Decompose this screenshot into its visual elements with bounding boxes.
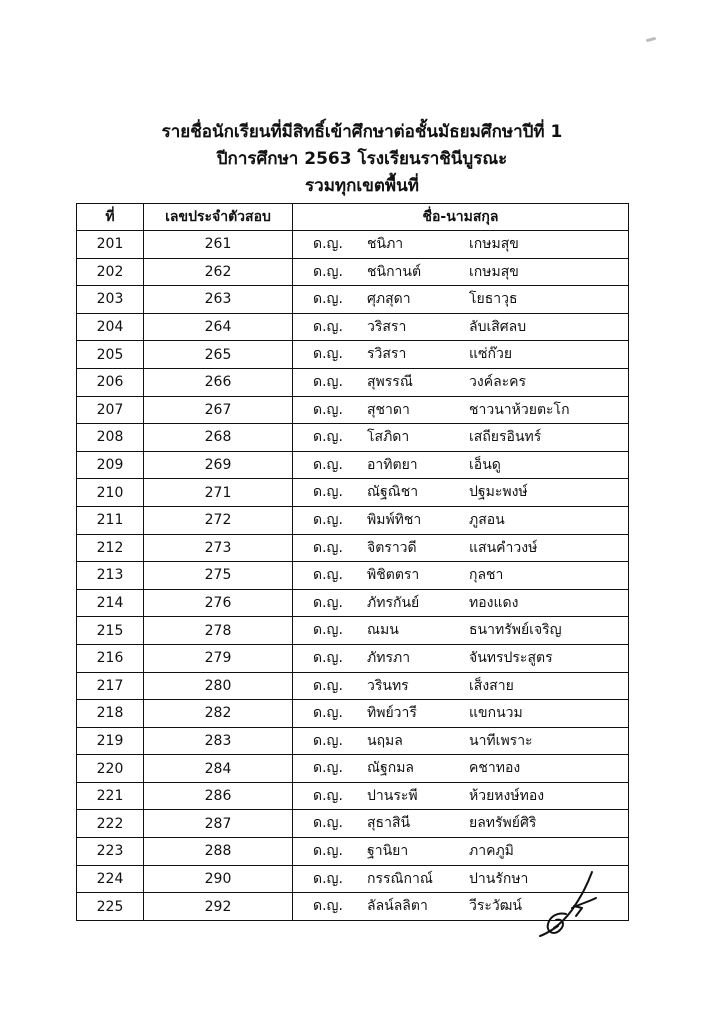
row-number: 222 bbox=[77, 810, 144, 838]
exam-id: 267 bbox=[144, 396, 293, 424]
exam-id: 276 bbox=[144, 589, 293, 617]
row-number: 202 bbox=[77, 258, 144, 286]
exam-id: 286 bbox=[144, 782, 293, 810]
full-name-cell bbox=[293, 424, 629, 452]
row-number: 223 bbox=[77, 838, 144, 866]
exam-id: 265 bbox=[144, 341, 293, 369]
table-row bbox=[77, 451, 629, 479]
table-row bbox=[77, 562, 629, 590]
first-name: วริสรา bbox=[367, 318, 407, 335]
full-name-cell bbox=[293, 782, 629, 810]
exam-id: 271 bbox=[144, 479, 293, 507]
last-name: เกษมสุข bbox=[469, 236, 519, 252]
full-name-cell bbox=[293, 727, 629, 755]
name-prefix: ด.ญ. bbox=[313, 346, 343, 363]
first-name: กรรณิกาณ์ bbox=[367, 870, 433, 887]
first-name: ศุภสุดา bbox=[367, 291, 411, 308]
table-row bbox=[77, 810, 629, 838]
full-name-cell bbox=[293, 368, 629, 396]
exam-id: 266 bbox=[144, 368, 293, 396]
last-name: วงค์ละคร bbox=[469, 373, 527, 390]
first-name: พิมพ์ทิชา bbox=[367, 511, 422, 528]
full-name-cell bbox=[293, 396, 629, 424]
row-number: 206 bbox=[77, 368, 144, 396]
first-name: ฐานิยา bbox=[367, 843, 409, 860]
first-name: รวิสรา bbox=[367, 346, 407, 363]
exam-id: 272 bbox=[144, 506, 293, 534]
name-prefix: ด.ญ. bbox=[313, 291, 343, 308]
last-name: แสนคำวงษ์ bbox=[469, 539, 538, 556]
first-name: สุธาสินี bbox=[367, 815, 411, 832]
name-prefix: ด.ญ. bbox=[313, 732, 343, 749]
page-title: รายชื่อนักเรียนที่มีสิทธิ์เข้าศึกษาต่อชั้นมัธยมศึกษาปีที่ 1 bbox=[161, 122, 563, 142]
table-row bbox=[77, 396, 629, 424]
exam-id: 284 bbox=[144, 755, 293, 783]
table-row bbox=[77, 782, 629, 810]
last-name: ลับเสิศลบ bbox=[469, 318, 527, 335]
table-row bbox=[77, 479, 629, 507]
table-row bbox=[77, 231, 629, 259]
row-number: 215 bbox=[77, 617, 144, 645]
last-name: โยธาวุธ bbox=[469, 291, 518, 308]
last-name: เส็งสาย bbox=[469, 677, 514, 694]
full-name-cell bbox=[293, 341, 629, 369]
last-name: ปฐมะพงษ์ bbox=[469, 484, 528, 501]
last-name: ธนาทรัพย์เจริญ bbox=[469, 622, 562, 639]
full-name-cell bbox=[293, 451, 629, 479]
first-name: ปานระพี bbox=[367, 787, 418, 804]
name-prefix: ด.ญ. bbox=[313, 456, 343, 473]
first-name: ภัทรกันย์ bbox=[367, 594, 420, 611]
last-name: ชาวนาห้วยตะโก bbox=[469, 401, 570, 418]
row-number: 207 bbox=[77, 396, 144, 424]
first-name: ชนิกานต์ bbox=[367, 263, 422, 280]
exam-id: 290 bbox=[144, 865, 293, 893]
exam-id: 282 bbox=[144, 700, 293, 728]
table-row bbox=[77, 534, 629, 562]
name-prefix: ด.ญ. bbox=[313, 843, 343, 860]
table-row bbox=[77, 313, 629, 341]
name-prefix: ด.ญ. bbox=[313, 594, 343, 611]
full-name-cell bbox=[293, 589, 629, 617]
last-name: ปานรักษา bbox=[469, 870, 529, 887]
full-name-cell bbox=[293, 562, 629, 590]
column-header-number: ที่ bbox=[77, 204, 144, 231]
row-number: 209 bbox=[77, 451, 144, 479]
exam-id: 269 bbox=[144, 451, 293, 479]
exam-id: 273 bbox=[144, 534, 293, 562]
name-prefix: ด.ญ. bbox=[313, 760, 343, 777]
last-name: ยลทรัพย์ศิริ bbox=[469, 815, 537, 832]
scan-speck bbox=[646, 37, 656, 42]
table-header-row bbox=[77, 204, 629, 231]
full-name-cell bbox=[293, 644, 629, 672]
first-name: อาทิตยา bbox=[367, 456, 418, 473]
row-number: 210 bbox=[77, 479, 144, 507]
table-row bbox=[77, 258, 629, 286]
table-row bbox=[77, 368, 629, 396]
full-name-cell bbox=[293, 755, 629, 783]
name-prefix: ด.ญ. bbox=[313, 567, 343, 584]
full-name-cell bbox=[293, 838, 629, 866]
first-name: ณมน bbox=[367, 622, 399, 639]
table-row bbox=[77, 838, 629, 866]
name-prefix: ด.ญ. bbox=[313, 318, 343, 335]
last-name: แขกนวม bbox=[469, 705, 523, 722]
exam-id: 262 bbox=[144, 258, 293, 286]
row-number: 225 bbox=[77, 893, 144, 921]
exam-id: 278 bbox=[144, 617, 293, 645]
name-prefix: ด.ญ. bbox=[313, 236, 343, 252]
full-name-cell bbox=[293, 313, 629, 341]
first-name: ลัลน์ลลิตา bbox=[367, 898, 428, 915]
table-row bbox=[77, 424, 629, 452]
first-name: โสภิดา bbox=[367, 429, 410, 446]
last-name: ทองแดง bbox=[469, 594, 519, 611]
name-prefix: ด.ญ. bbox=[313, 677, 343, 694]
page-subtitle: ปีการศึกษา 2563 โรงเรียนราชินีบูรณะ bbox=[216, 149, 508, 169]
table-row bbox=[77, 617, 629, 645]
row-number: 211 bbox=[77, 506, 144, 534]
table-row bbox=[77, 700, 629, 728]
first-name: นฤมล bbox=[367, 732, 403, 749]
full-name-cell bbox=[293, 534, 629, 562]
row-number: 218 bbox=[77, 700, 144, 728]
student-list-table bbox=[76, 203, 629, 921]
table-row bbox=[77, 286, 629, 314]
full-name-cell bbox=[293, 700, 629, 728]
exam-id: 287 bbox=[144, 810, 293, 838]
first-name: ณัฐกมล bbox=[367, 760, 414, 777]
row-number: 219 bbox=[77, 727, 144, 755]
first-name: พิชิตตรา bbox=[367, 567, 420, 584]
page-subtitle-area: รวมทุกเขตพื้นที่ bbox=[305, 176, 419, 196]
table-row bbox=[77, 755, 629, 783]
exam-id: 268 bbox=[144, 424, 293, 452]
name-prefix: ด.ญ. bbox=[313, 484, 343, 501]
exam-id: 279 bbox=[144, 644, 293, 672]
table-body bbox=[77, 231, 629, 921]
exam-id: 263 bbox=[144, 286, 293, 314]
first-name: จิตราวดี bbox=[367, 539, 417, 556]
exam-id: 275 bbox=[144, 562, 293, 590]
first-name: ภัทรภา bbox=[367, 649, 411, 666]
last-name: นาทีเพราะ bbox=[469, 732, 533, 749]
full-name-cell bbox=[293, 506, 629, 534]
name-prefix: ด.ญ. bbox=[313, 815, 343, 832]
full-name-cell bbox=[293, 810, 629, 838]
row-number: 205 bbox=[77, 341, 144, 369]
full-name-cell bbox=[293, 479, 629, 507]
last-name: คชาทอง bbox=[469, 760, 521, 777]
row-number: 221 bbox=[77, 782, 144, 810]
full-name-cell bbox=[293, 258, 629, 286]
last-name: วีระวัฒน์ bbox=[469, 898, 522, 915]
table-row bbox=[77, 341, 629, 369]
last-name: จันทรประสูตร bbox=[469, 649, 553, 666]
exam-id: 280 bbox=[144, 672, 293, 700]
full-name-cell bbox=[293, 231, 629, 259]
row-number: 214 bbox=[77, 589, 144, 617]
row-number: 213 bbox=[77, 562, 144, 590]
first-name: ณัฐณิชา bbox=[367, 484, 419, 501]
row-number: 204 bbox=[77, 313, 144, 341]
column-header-full-name: ชื่อ-นามสกุล bbox=[293, 204, 629, 231]
name-prefix: ด.ญ. bbox=[313, 787, 343, 804]
table-row bbox=[77, 644, 629, 672]
name-prefix: ด.ญ. bbox=[313, 705, 343, 722]
name-prefix: ด.ญ. bbox=[313, 649, 343, 666]
name-prefix: ด.ญ. bbox=[313, 373, 343, 390]
row-number: 203 bbox=[77, 286, 144, 314]
row-number: 208 bbox=[77, 424, 144, 452]
name-prefix: ด.ญ. bbox=[313, 539, 343, 556]
exam-id: 264 bbox=[144, 313, 293, 341]
last-name: ภาคภูมิ bbox=[469, 843, 514, 860]
last-name: ห้วยหงษ์ทอง bbox=[469, 787, 545, 804]
exam-id: 288 bbox=[144, 838, 293, 866]
name-prefix: ด.ญ. bbox=[313, 870, 343, 887]
first-name: วรินทร bbox=[367, 677, 409, 694]
name-prefix: ด.ญ. bbox=[313, 401, 343, 418]
table-row bbox=[77, 506, 629, 534]
first-name: สุพรรณี bbox=[367, 373, 413, 390]
exam-id: 292 bbox=[144, 893, 293, 921]
column-header-exam-id: เลขประจำตัวสอบ bbox=[144, 204, 293, 231]
first-name: ชนิภา bbox=[367, 236, 404, 252]
row-number: 201 bbox=[77, 231, 144, 259]
first-name: สุชาดา bbox=[367, 401, 410, 418]
exam-id: 261 bbox=[144, 231, 293, 259]
full-name-cell bbox=[293, 617, 629, 645]
full-name-cell bbox=[293, 672, 629, 700]
full-name-cell bbox=[293, 286, 629, 314]
row-number: 216 bbox=[77, 644, 144, 672]
name-prefix: ด.ญ. bbox=[313, 429, 343, 446]
row-number: 212 bbox=[77, 534, 144, 562]
last-name: กุลชา bbox=[469, 567, 504, 584]
name-prefix: ด.ญ. bbox=[313, 263, 343, 280]
exam-id: 283 bbox=[144, 727, 293, 755]
signature-icon bbox=[536, 868, 602, 940]
row-number: 220 bbox=[77, 755, 144, 783]
table-row bbox=[77, 672, 629, 700]
first-name: ทิพย์วารี bbox=[367, 705, 417, 722]
last-name: แซ่ก๊วย bbox=[469, 346, 513, 363]
last-name: ภูสอน bbox=[469, 511, 505, 528]
name-prefix: ด.ญ. bbox=[313, 622, 343, 639]
last-name: เอ็นดู bbox=[469, 456, 501, 473]
name-prefix: ด.ญ. bbox=[313, 898, 343, 915]
table-row bbox=[77, 727, 629, 755]
last-name: เสถียรอินทร์ bbox=[469, 429, 542, 446]
last-name: เกษมสุข bbox=[469, 263, 519, 280]
table-row bbox=[77, 589, 629, 617]
name-prefix: ด.ญ. bbox=[313, 511, 343, 528]
row-number: 224 bbox=[77, 865, 144, 893]
row-number: 217 bbox=[77, 672, 144, 700]
